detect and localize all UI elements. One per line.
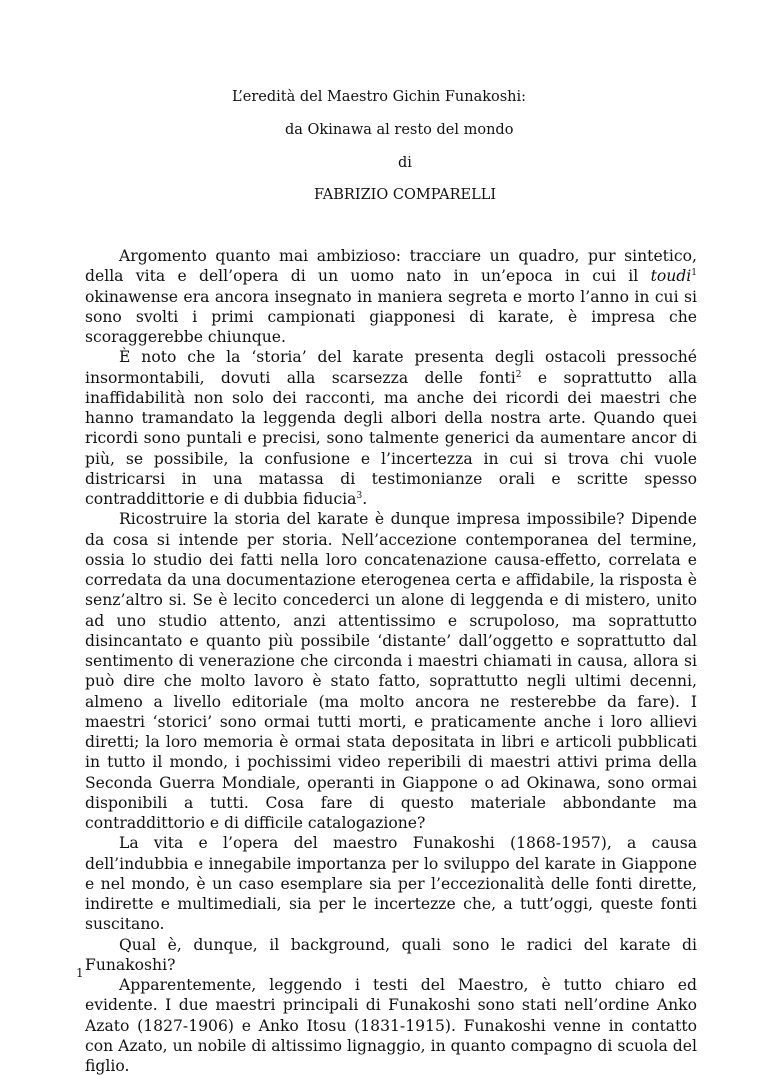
italic-term: toudi	[650, 267, 692, 286]
paragraph: Ricostruire la storia del karate è dunque impresa impossibile? Dipende da cosa si intende per storia. Nell’accezione contemporanea del termine, ossia lo studio dei fatti nella loro concatenazione causa-effetto, correlata e corredata da una documentazione eterogenea certa e affidabile, la risposta è senz’altro si. Se è lecito concederci un alone di leggenda e di mistero, unito ad uno studio attento, anzi attentissimo e scrupoloso, ma soprattutto disincantato e quanto più possibile ‘distante’ dall’oggetto e soprattutto dal sentimento di venerazione che circonda i maestri chiamati in causa, allora si può dire che molto lavoro è stato fatto, soprattutto negli ultimi decenni, almeno a livello editoriale (ma molto ancora ne resterebbe da fare). I maestri ‘storici’ sono ormai tutti morti, e praticamente anche i loro allievi diretti; la loro memoria è ormai stata depositata in libri e articoli pubblicati in tutto il mondo, i pochissimi video reperibili di maestri attivi prima della Seconda Guerra Mondiale, operanti in Giappone o ad Okinawa, sono ormai disponibili a tutti. Cosa fare di questo materiale abbondante ma contraddittorio e di difficile catalogazione?	[85, 510, 697, 832]
page-number: 1	[76, 966, 84, 980]
document-title: L’eredità del Maestro Gichin Funakoshi:	[232, 89, 527, 105]
footnote-ref[interactable]: 2	[515, 369, 522, 380]
document-body	[85, 246, 697, 1076]
paragraph: Argomento quanto mai ambizioso: tracciare un quadro, pur sintetico, della vita e dell’opera di un uomo nato in un’epoca in cui il toudi$^1$ okinawense era ancora insegnato in maniera segreta e morto l’anno in cui si sono svolti i primi campionati giapponesi di karate, è impresa che scoraggerebbe chiunque.	[85, 247, 697, 346]
author-name: FABRIZIO COMPARELLI	[314, 187, 497, 203]
paragraph: È noto che la ‘storia’ del karate presenta degli ostacoli pressoché insormontabili, dovuti alla scarsezza delle fonti$^2$ e soprattutto alla inaffidabilità non solo dei racconti, ma anche dei ricordi dei maestri che hanno tramandato la leggenda degli albori della nostra arte. Quando quei ricordi sono puntali e precisi, sono talmente generici da aumentare ancor di più, se possibile, la confusione e l’incertezza in cui si trova chi vuole districarsi in una matassa di testimonianze orali e scritte spesso contraddittorie e di dubbia fiducia$^3$.	[85, 348, 697, 508]
author-preposition: di	[398, 155, 412, 171]
paragraph: La vita e l’opera del maestro Funakoshi (1868-1957), a causa dell’indubbia e innegabile importanza per lo sviluppo del karate in Giappone e nel mondo, è un caso esemplare sia per l’eccezionalità delle fonti dirette, indirette e multimediali, sia per le incertezze che, a tutt’oggi, queste fonti suscitano.	[85, 834, 697, 934]
footnote-ref[interactable]: 3	[356, 490, 363, 501]
document-subtitle: da Okinawa al resto del mondo	[285, 122, 514, 138]
paragraph: Apparentemente, leggendo i testi del Maestro, è tutto chiaro ed evidente. I due maestri principali di Funakoshi sono stati nell’ordine Anko Azato (1827-1906) e Anko Itosu (1831-1915). Funakoshi venne in contatto con Azato, un nobile di altissimo lignaggio, in quanto compagno di scuola del figlio.	[85, 976, 697, 1075]
footnote-ref[interactable]: 1	[691, 268, 697, 279]
paragraph: Qual è, dunque, il background, quali sono le radici del karate di Funakoshi?	[85, 935, 697, 974]
